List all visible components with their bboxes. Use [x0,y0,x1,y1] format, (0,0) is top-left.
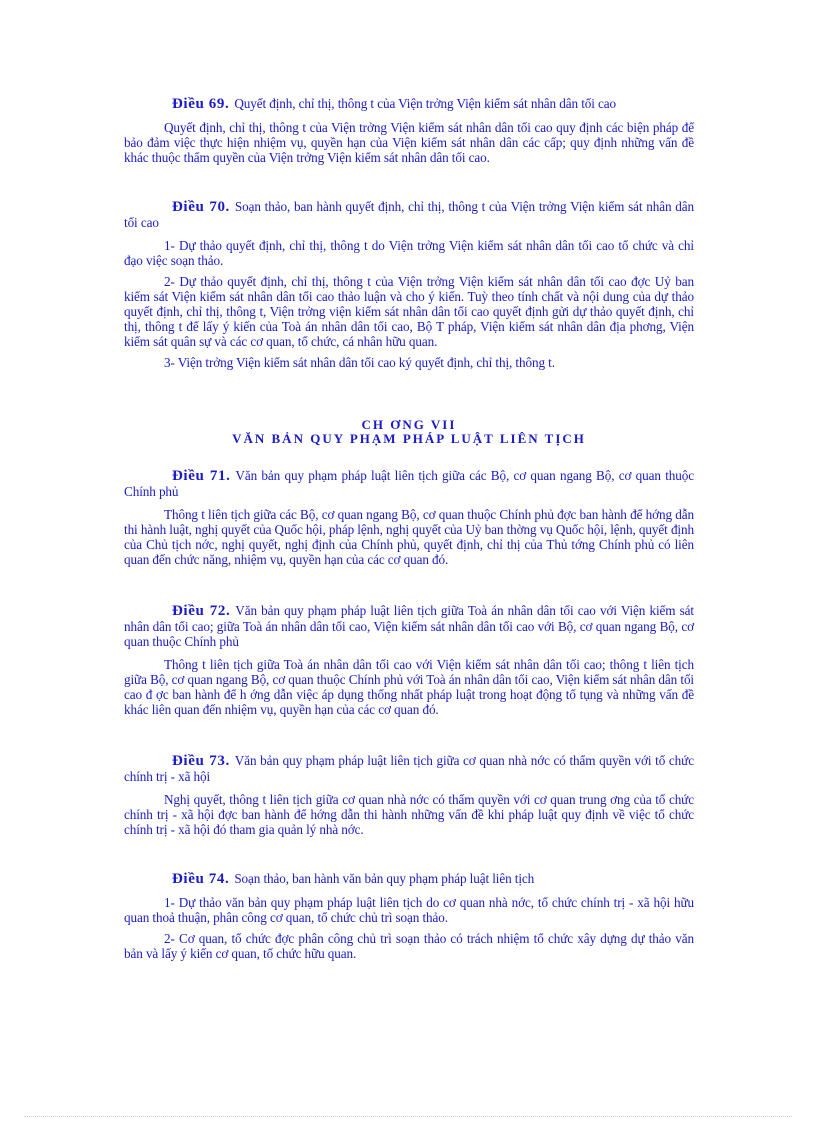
article-number: Điều 71. [172,468,231,484]
article-title: Văn bản quy phạm pháp luật liên tịch giữa Toà án nhân dân tối cao với Viện kiểm sát nhân dân tối cao; giữa Toà án nhân dân tối cao, Viện kiểm sát nhân dân tối cao với Bộ, cơ quan ngang Bộ, cơ quan thuộc Chính phủ [124,603,694,649]
article-70-paragraph-3: 3- Viện trởng Viện kiểm sát nhân dân tối cao ký quyết định, chỉ thị, thông t. [164,355,555,370]
chapter-label: CH ƠNG VII [361,417,457,432]
article-number: Điều 70. [172,199,230,215]
page-bottom-rule [24,1116,792,1117]
article-71-paragraph-1: Thông t liên tịch giữa các Bộ, cơ quan ngang Bộ, cơ quan thuộc Chính phủ đợc ban hành để hớng dẫn thi hành luật, nghị quyết của Quốc hội, pháp lệnh, nghị quyết của Uỷ ban thờng vụ Quốc hội, lệnh, quyết định của Chủ tịch nớc, nghị quyết, nghị định của Chính phủ, quyết định, chỉ thị của Thủ tớng Chính phủ có liên quan đến chức năng, nhiệm vụ, quyền hạn của các cơ quan đó. [124,507,694,567]
article-title: Soạn thảo, ban hành quyết định, chỉ thị, thông t của Viện trởng Viện kiểm sát nhân dân tối cao [124,199,694,230]
article-70-paragraph-2: 2- Dự thảo quyết định, chỉ thị, thông t của Viện trởng Viện kiểm sát nhân dân tối cao đợc Uỷ ban kiểm sát Viện kiểm sát nhân dân tối cao thảo luận và cho ý kiến. Tuỳ theo tính chất và nội dung của dự thảo quyết định, chỉ thị, thông t, Viện trởng viện kiểm sát nhân dân tối cao quyết định gửi dự thảo quyết định, chỉ thị, thông t để lấy ý kiến của Toà án nhân dân tối cao, Bộ T pháp, Viện kiểm sát nhân dân địa phơng, Viện kiểm sát quân sự và các cơ quan, tổ chức, cá nhân hữu quan. [124,274,694,349]
article-73-heading [124,753,694,784]
article-72-paragraph-1: Thông t liên tịch giữa Toà án nhân dân tối cao với Viện kiểm sát nhân dân tối cao; thông t liên tịch giữa Bộ, cơ quan ngang Bộ, cơ quan thuộc Chính phủ với Toà án nhân dân tối cao, Viện kiểm sát nhân dân tối cao đ ợc ban hành để h ớng dẫn việc áp dụng thống nhất pháp luật trong hoạt động tố tụng và những vấn đề khác liên quan đến nhiệm vụ, quyền hạn của các cơ quan đó. [124,657,694,717]
chapter-title: VĂN BẢN QUY PHẠM PHÁP LUẬT LIÊN TỊCH [232,431,586,446]
article-title: Quyết định, chỉ thị, thông t của Viện trởng Viện kiểm sát nhân dân tối cao [234,96,617,111]
article-number: Điều 73. [172,753,230,769]
article-70-heading [124,199,694,230]
article-74-heading [124,871,694,887]
article-72-heading [124,603,694,649]
article-title: Soạn thảo, ban hành văn bản quy phạm pháp luật liên tịch [234,871,535,886]
article-70-paragraph-1: 1- Dự thảo quyết định, chỉ thị, thông t do Viện trởng Viện kiểm sát nhân dân tối cao tổ chức và chỉ đạo việc soạn thảo. [124,238,694,268]
article-number: Điều 72. [172,603,231,619]
article-number: Điều 74. [172,871,230,887]
document-page [124,96,694,967]
article-title: Văn bản quy phạm pháp luật liên tịch giữa các Bộ, cơ quan ngang Bộ, cơ quan thuộc Chính phủ [124,468,694,499]
article-69-heading [124,96,694,112]
article-71-heading [124,468,694,499]
article-74-paragraph-2: 2- Cơ quan, tổ chức đợc phân công chủ trì soạn thảo có trách nhiệm tổ chức xây dựng dự thảo văn bản và lấy ý kiến cơ quan, tổ chức hữu quan. [124,931,694,961]
article-title: Văn bản quy phạm pháp luật liên tịch giữa cơ quan nhà nớc có thẩm quyền với tổ chức chính trị - xã hội [124,753,694,784]
article-74-paragraph-1: 1- Dự thảo văn bản quy phạm pháp luật liên tịch do cơ quan nhà nớc, tổ chức chính trị - xã hội hữu quan thoả thuận, phân công cơ quan, tổ chức chủ trì soạn thảo. [124,895,694,925]
article-number: Điều 69. [172,96,230,112]
article-73-paragraph-1: Nghị quyết, thông t liên tịch giữa cơ quan nhà nớc có thẩm quyền với cơ quan trung ơng của tổ chức chính trị - xã hội đợc ban hành để hớng dẫn thi hành những vấn đề khi pháp luật quy định về việc tổ chức chính trị - xã hội đó tham gia quản lý nhà nớc. [124,792,694,837]
article-69-paragraph-1: Quyết định, chỉ thị, thông t của Viện trởng Viện kiểm sát nhân dân tối cao quy định các biện pháp để bảo đảm việc thực hiện nhiệm vụ, quyền hạn của Viện kiểm sát nhân dân các cấp; quy định những vấn đề khác thuộc thẩm quyền của Viện trởng Viện kiểm sát nhân dân tối cao. [124,120,694,165]
